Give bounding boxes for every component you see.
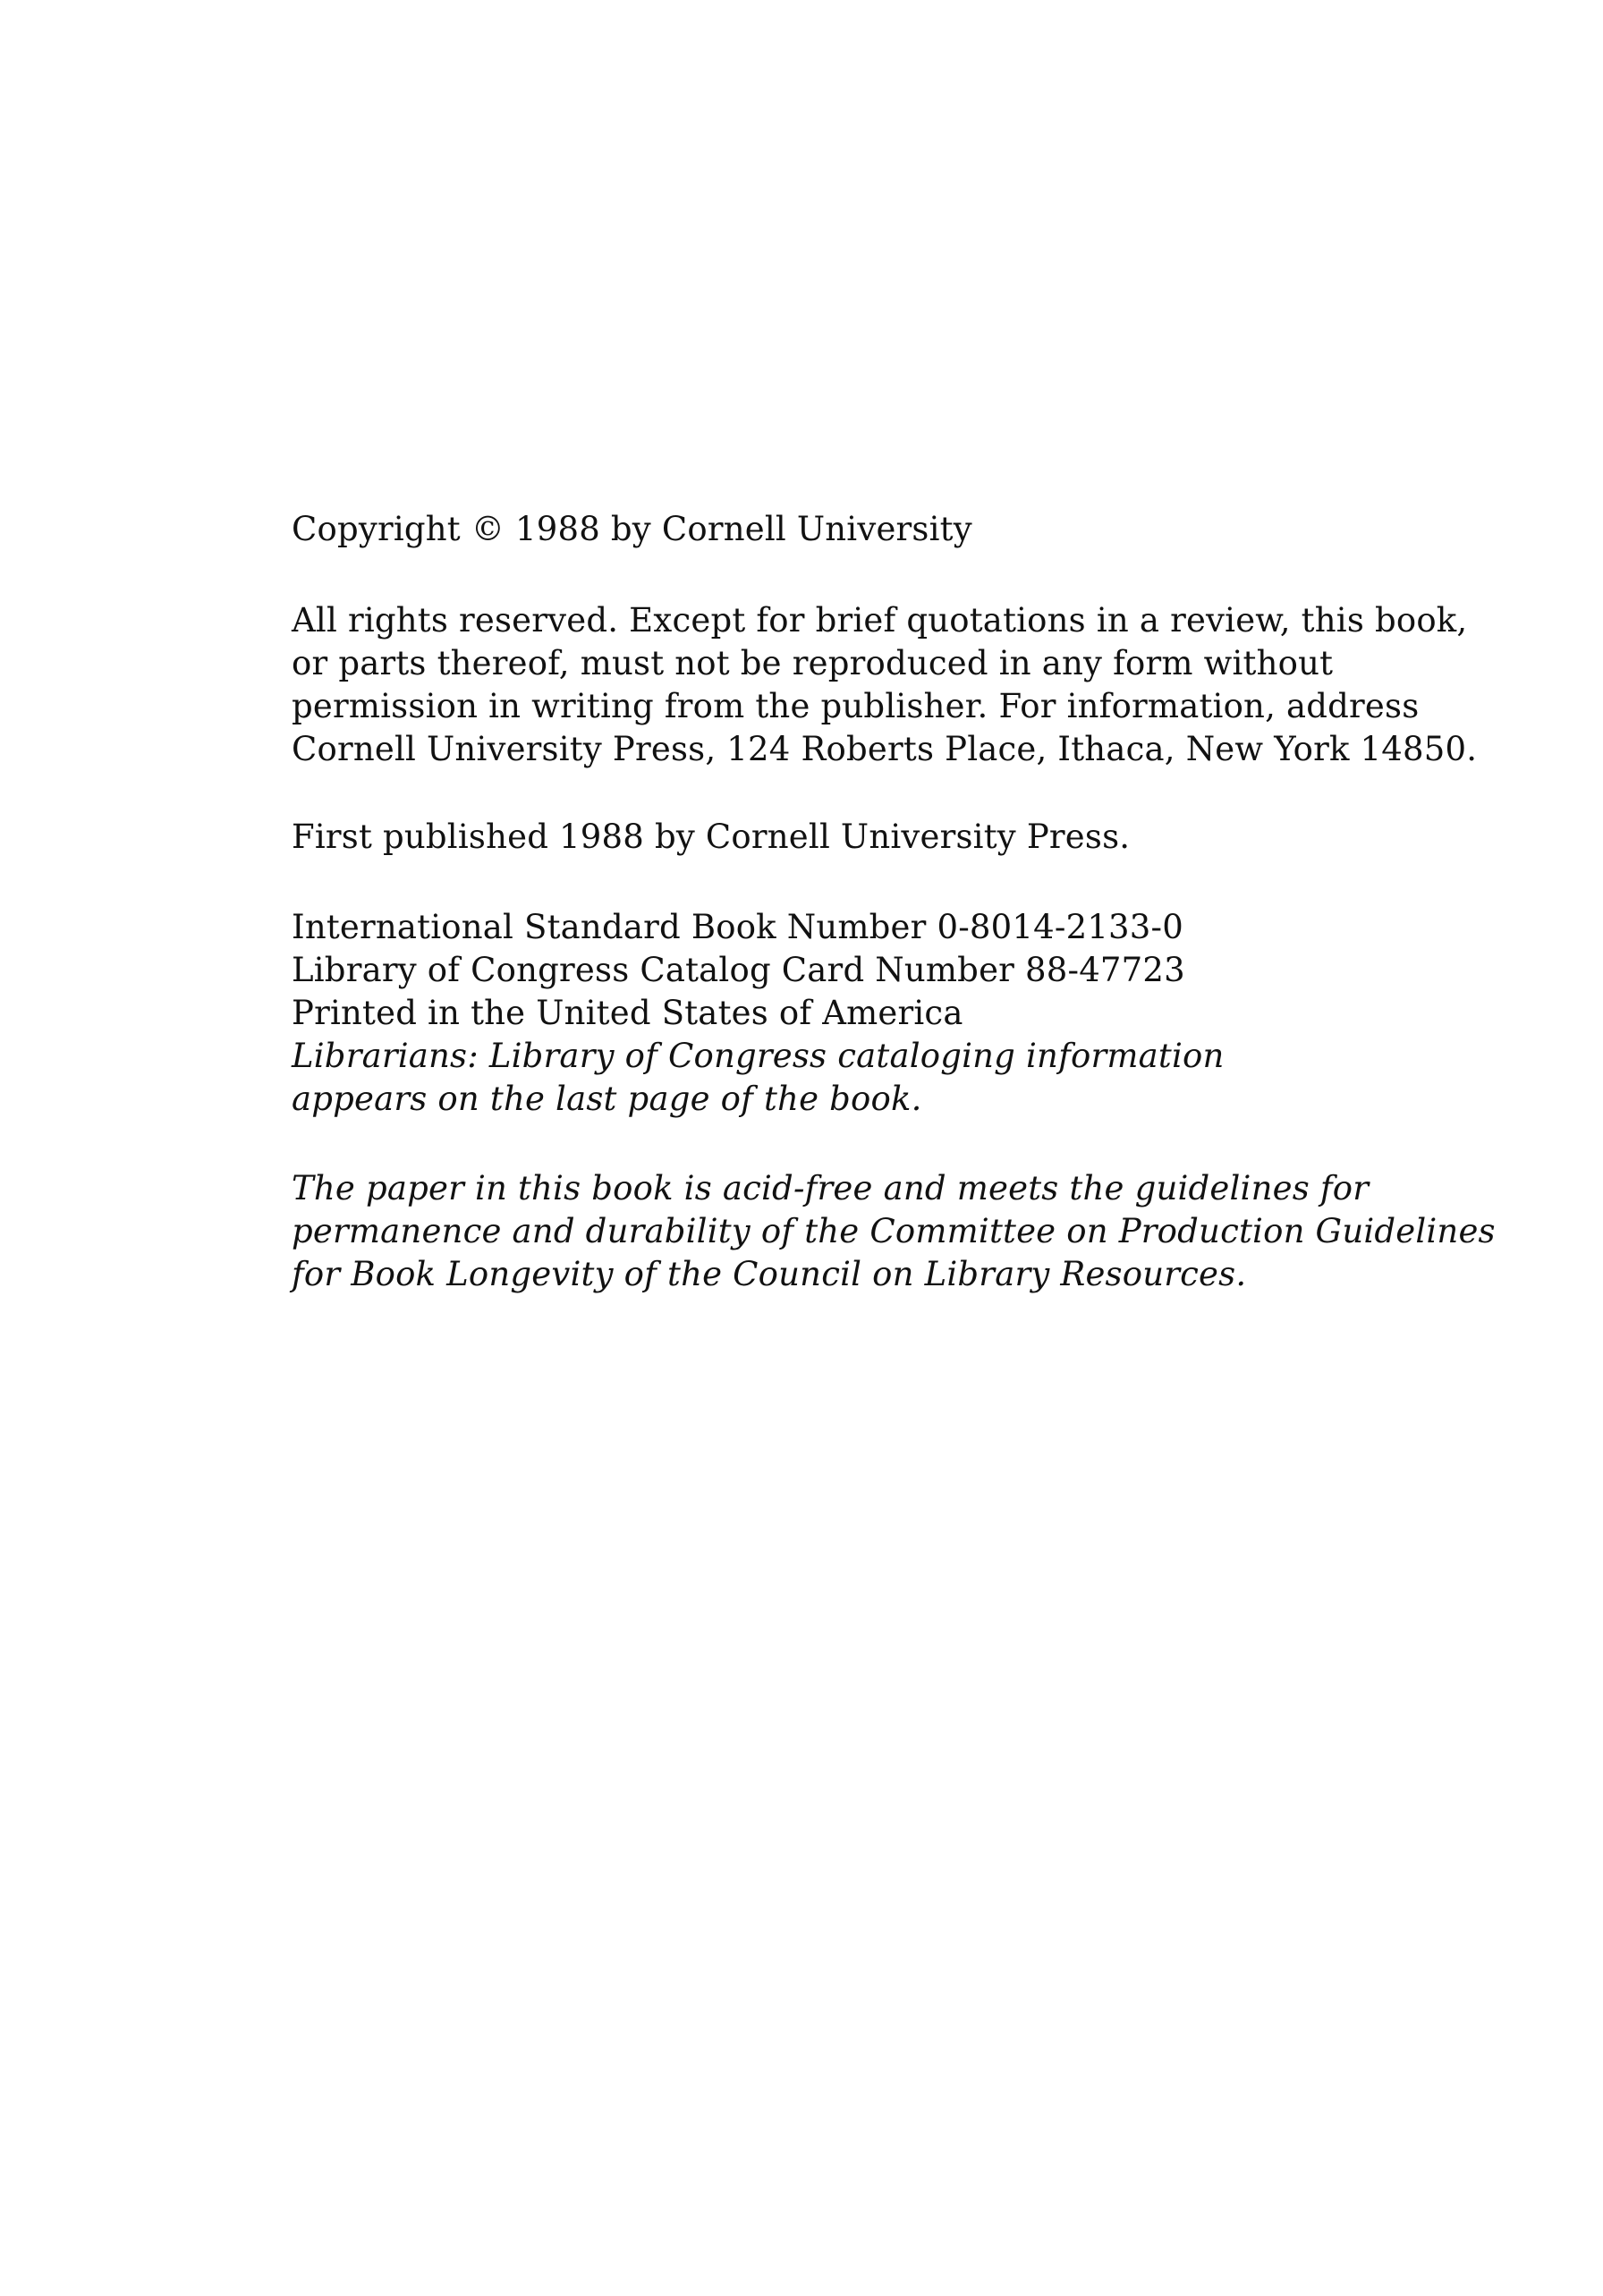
copyright-notice	[292, 508, 1455, 551]
first-published-line: First published 1988 by Cornell University Press.	[292, 818, 1131, 856]
lccn-line: Library of Congress Catalog Card Number 88-47723	[292, 951, 1185, 989]
first-published-notice	[292, 816, 1455, 859]
paper-note-line: The paper in this book is acid-free and meets the guidelines for	[292, 1169, 1370, 1207]
paper-note-line: permanence and durability of the Committee on Production Guidelines	[292, 1212, 1496, 1250]
rights-statement	[292, 599, 1478, 771]
rights-line: or parts thereof, must not be reproduced in any form without	[292, 644, 1334, 682]
isbn-line: International Standard Book Number 0-8014-2133-0	[292, 908, 1183, 946]
catalog-information	[292, 906, 1455, 1121]
rights-line: permission in writing from the publisher. For information, address	[292, 687, 1420, 725]
paper-note	[292, 1167, 1496, 1296]
paper-note-line: for Book Longevity of the Council on Library Resources.	[292, 1255, 1247, 1293]
copyright-line: Copyright © 1988 by Cornell University	[292, 510, 972, 548]
printed-line: Printed in the United States of America	[292, 994, 963, 1032]
rights-line: Cornell University Press, 124 Roberts Place, Ithaca, New York 14850.	[292, 730, 1478, 768]
librarians-note-line: Librarians: Library of Congress cataloging information	[292, 1037, 1225, 1075]
rights-line: All rights reserved. Except for brief quotations in a review, this book,	[292, 601, 1468, 640]
librarians-note-line: appears on the last page of the book.	[292, 1080, 922, 1118]
